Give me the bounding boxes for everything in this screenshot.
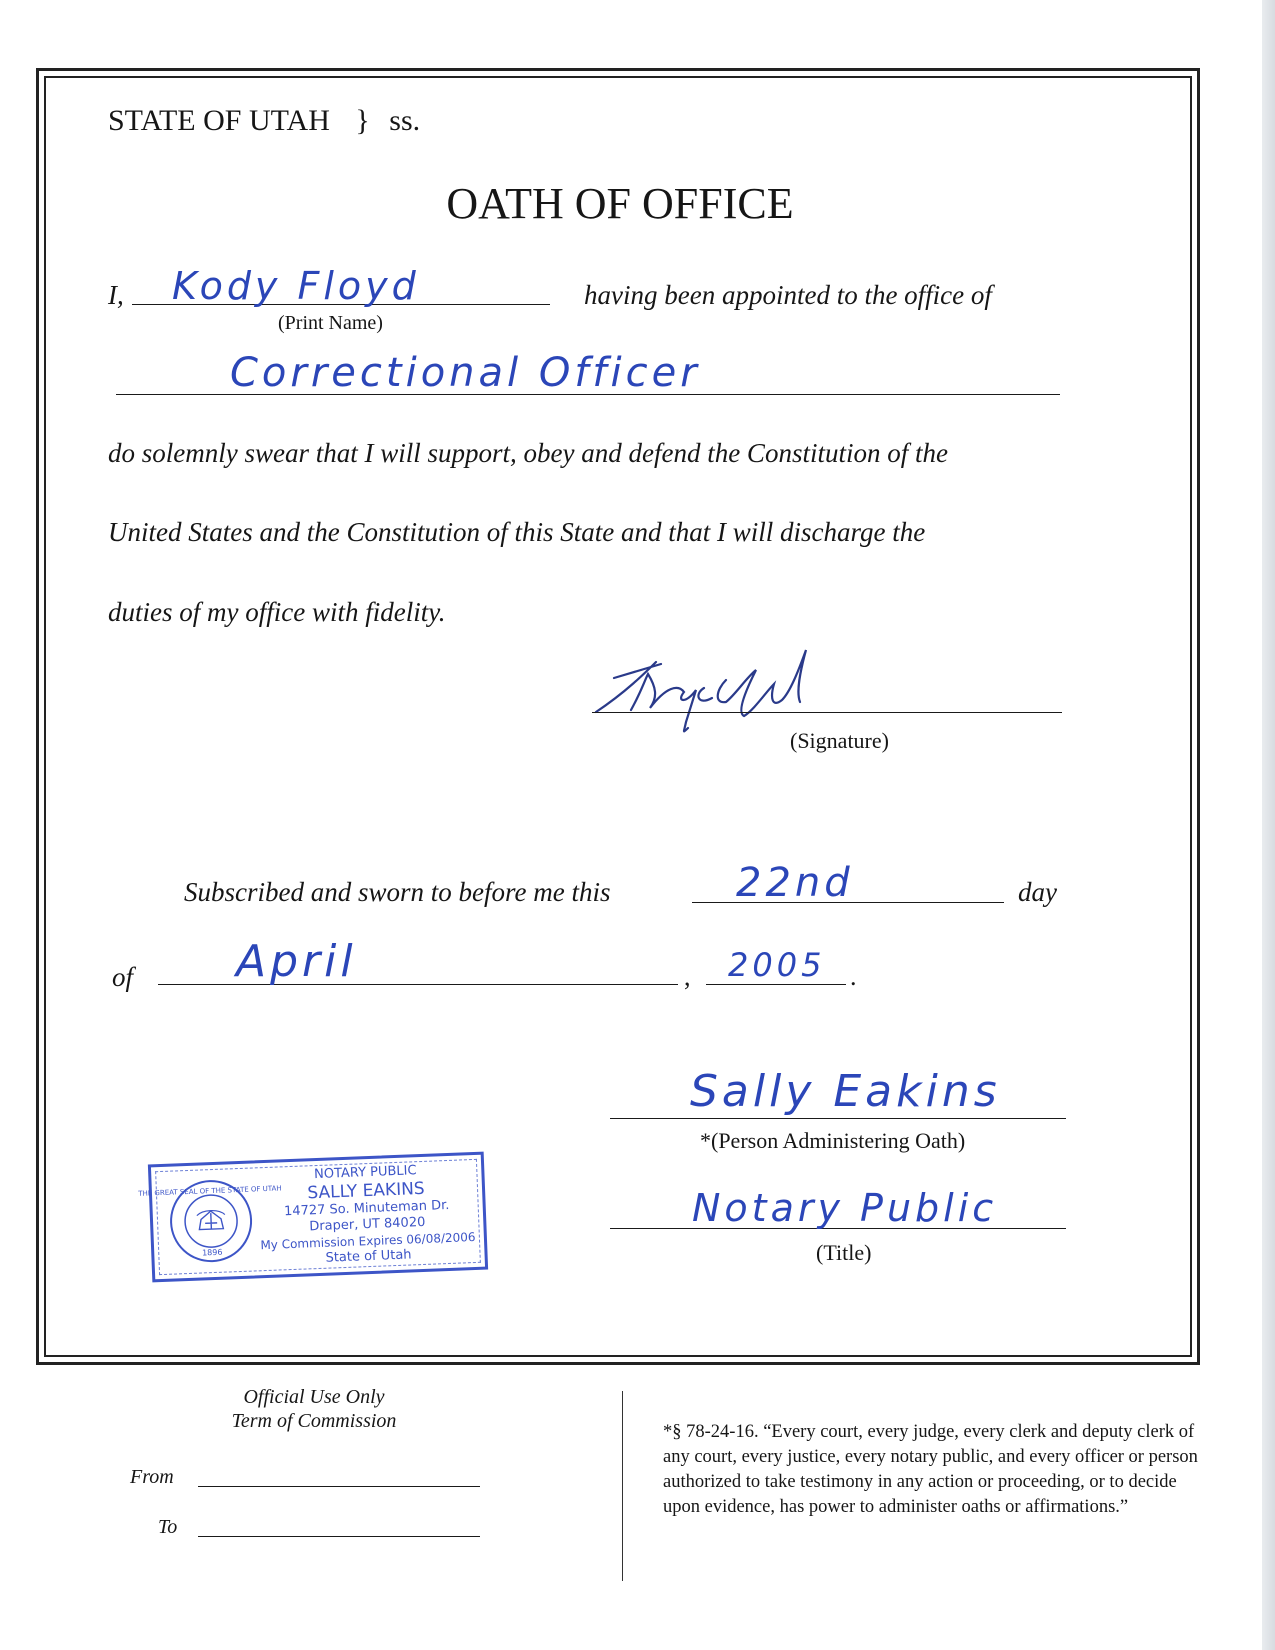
date-period: . [850, 962, 857, 991]
state-heading [108, 104, 420, 138]
signature-line [592, 712, 1062, 713]
state-seal-icon [138, 1178, 282, 1265]
stamp-notary-public: NOTARY PUBLIC [313, 1163, 417, 1183]
section-divider [622, 1391, 623, 1581]
of-label: of [112, 962, 134, 992]
signature [586, 642, 826, 742]
administrator-caption: *(Person Administering Oath) [700, 1128, 966, 1153]
venue-ss: ss. [389, 104, 421, 137]
stamp-city: Draper, UT 84020 [309, 1214, 426, 1235]
office-field[interactable]: Correctional Officer [230, 350, 701, 396]
venue-brace: } [355, 104, 370, 137]
subscribed-text: Subscribed and sworn to before me this [184, 877, 611, 907]
title-caption: (Title) [816, 1240, 872, 1265]
page-edge [1262, 0, 1275, 1650]
oath-text-line-1: do solemnly swear that I will support, obey and defend the Constitution of the [108, 438, 948, 468]
appointed-text: having been appointed to the office of [584, 280, 992, 310]
name-field[interactable]: Kody Floyd [172, 264, 420, 308]
year-field[interactable]: 2005 [728, 946, 826, 984]
day-label: day [1018, 877, 1057, 907]
signature-caption: (Signature) [790, 728, 889, 753]
title-field[interactable]: Notary Public [692, 1186, 998, 1230]
stamp-text [255, 1161, 479, 1269]
administrator-field[interactable]: Sally Eakins [690, 1066, 1001, 1117]
day-field[interactable]: 22nd [736, 860, 854, 906]
official-use-heading: Official Use Only [243, 1386, 385, 1408]
from-line[interactable] [198, 1486, 480, 1487]
date-comma: , [684, 962, 691, 991]
stamp-state: State of Utah [325, 1247, 412, 1266]
year-line [706, 984, 846, 985]
page-title: OATH OF OFFICE [446, 179, 794, 228]
statute-note: *§ 78-24-16. “Every court, every judge, every clerk and deputy clerk of any court, every justice, every notary public, and every officer or person authorized to take testimony in any action or proceeding, or to decide upon evidence, has power to administer oaths or affirmations.” [663, 1422, 1198, 1517]
month-field[interactable]: April [236, 936, 357, 987]
oath-intro: I, [108, 280, 124, 310]
from-label: From [130, 1466, 174, 1488]
to-label: To [158, 1516, 178, 1538]
state-name: STATE OF UTAH [108, 104, 330, 137]
name-caption: (Print Name) [278, 312, 383, 334]
oath-text-line-3: duties of my office with fidelity. [108, 597, 446, 627]
administrator-line [610, 1118, 1066, 1119]
to-line[interactable] [198, 1536, 480, 1537]
stamp-commission-expires: My Commission Expires 06/08/2006 [260, 1229, 476, 1253]
stamp-address: 14727 So. Minuteman Dr. [283, 1197, 450, 1220]
notary-stamp [138, 1152, 488, 1283]
oath-text-line-2: United States and the Constitution of this State and that I will discharge the [108, 517, 926, 547]
seal-text: THE GREAT SEAL OF THE STATE OF UTAH [138, 1184, 282, 1198]
stamp-notary-name: SALLY EAKINS [307, 1178, 426, 1204]
term-of-commission-heading: Term of Commission [231, 1410, 397, 1432]
seal-year: 1896 [201, 1247, 223, 1258]
